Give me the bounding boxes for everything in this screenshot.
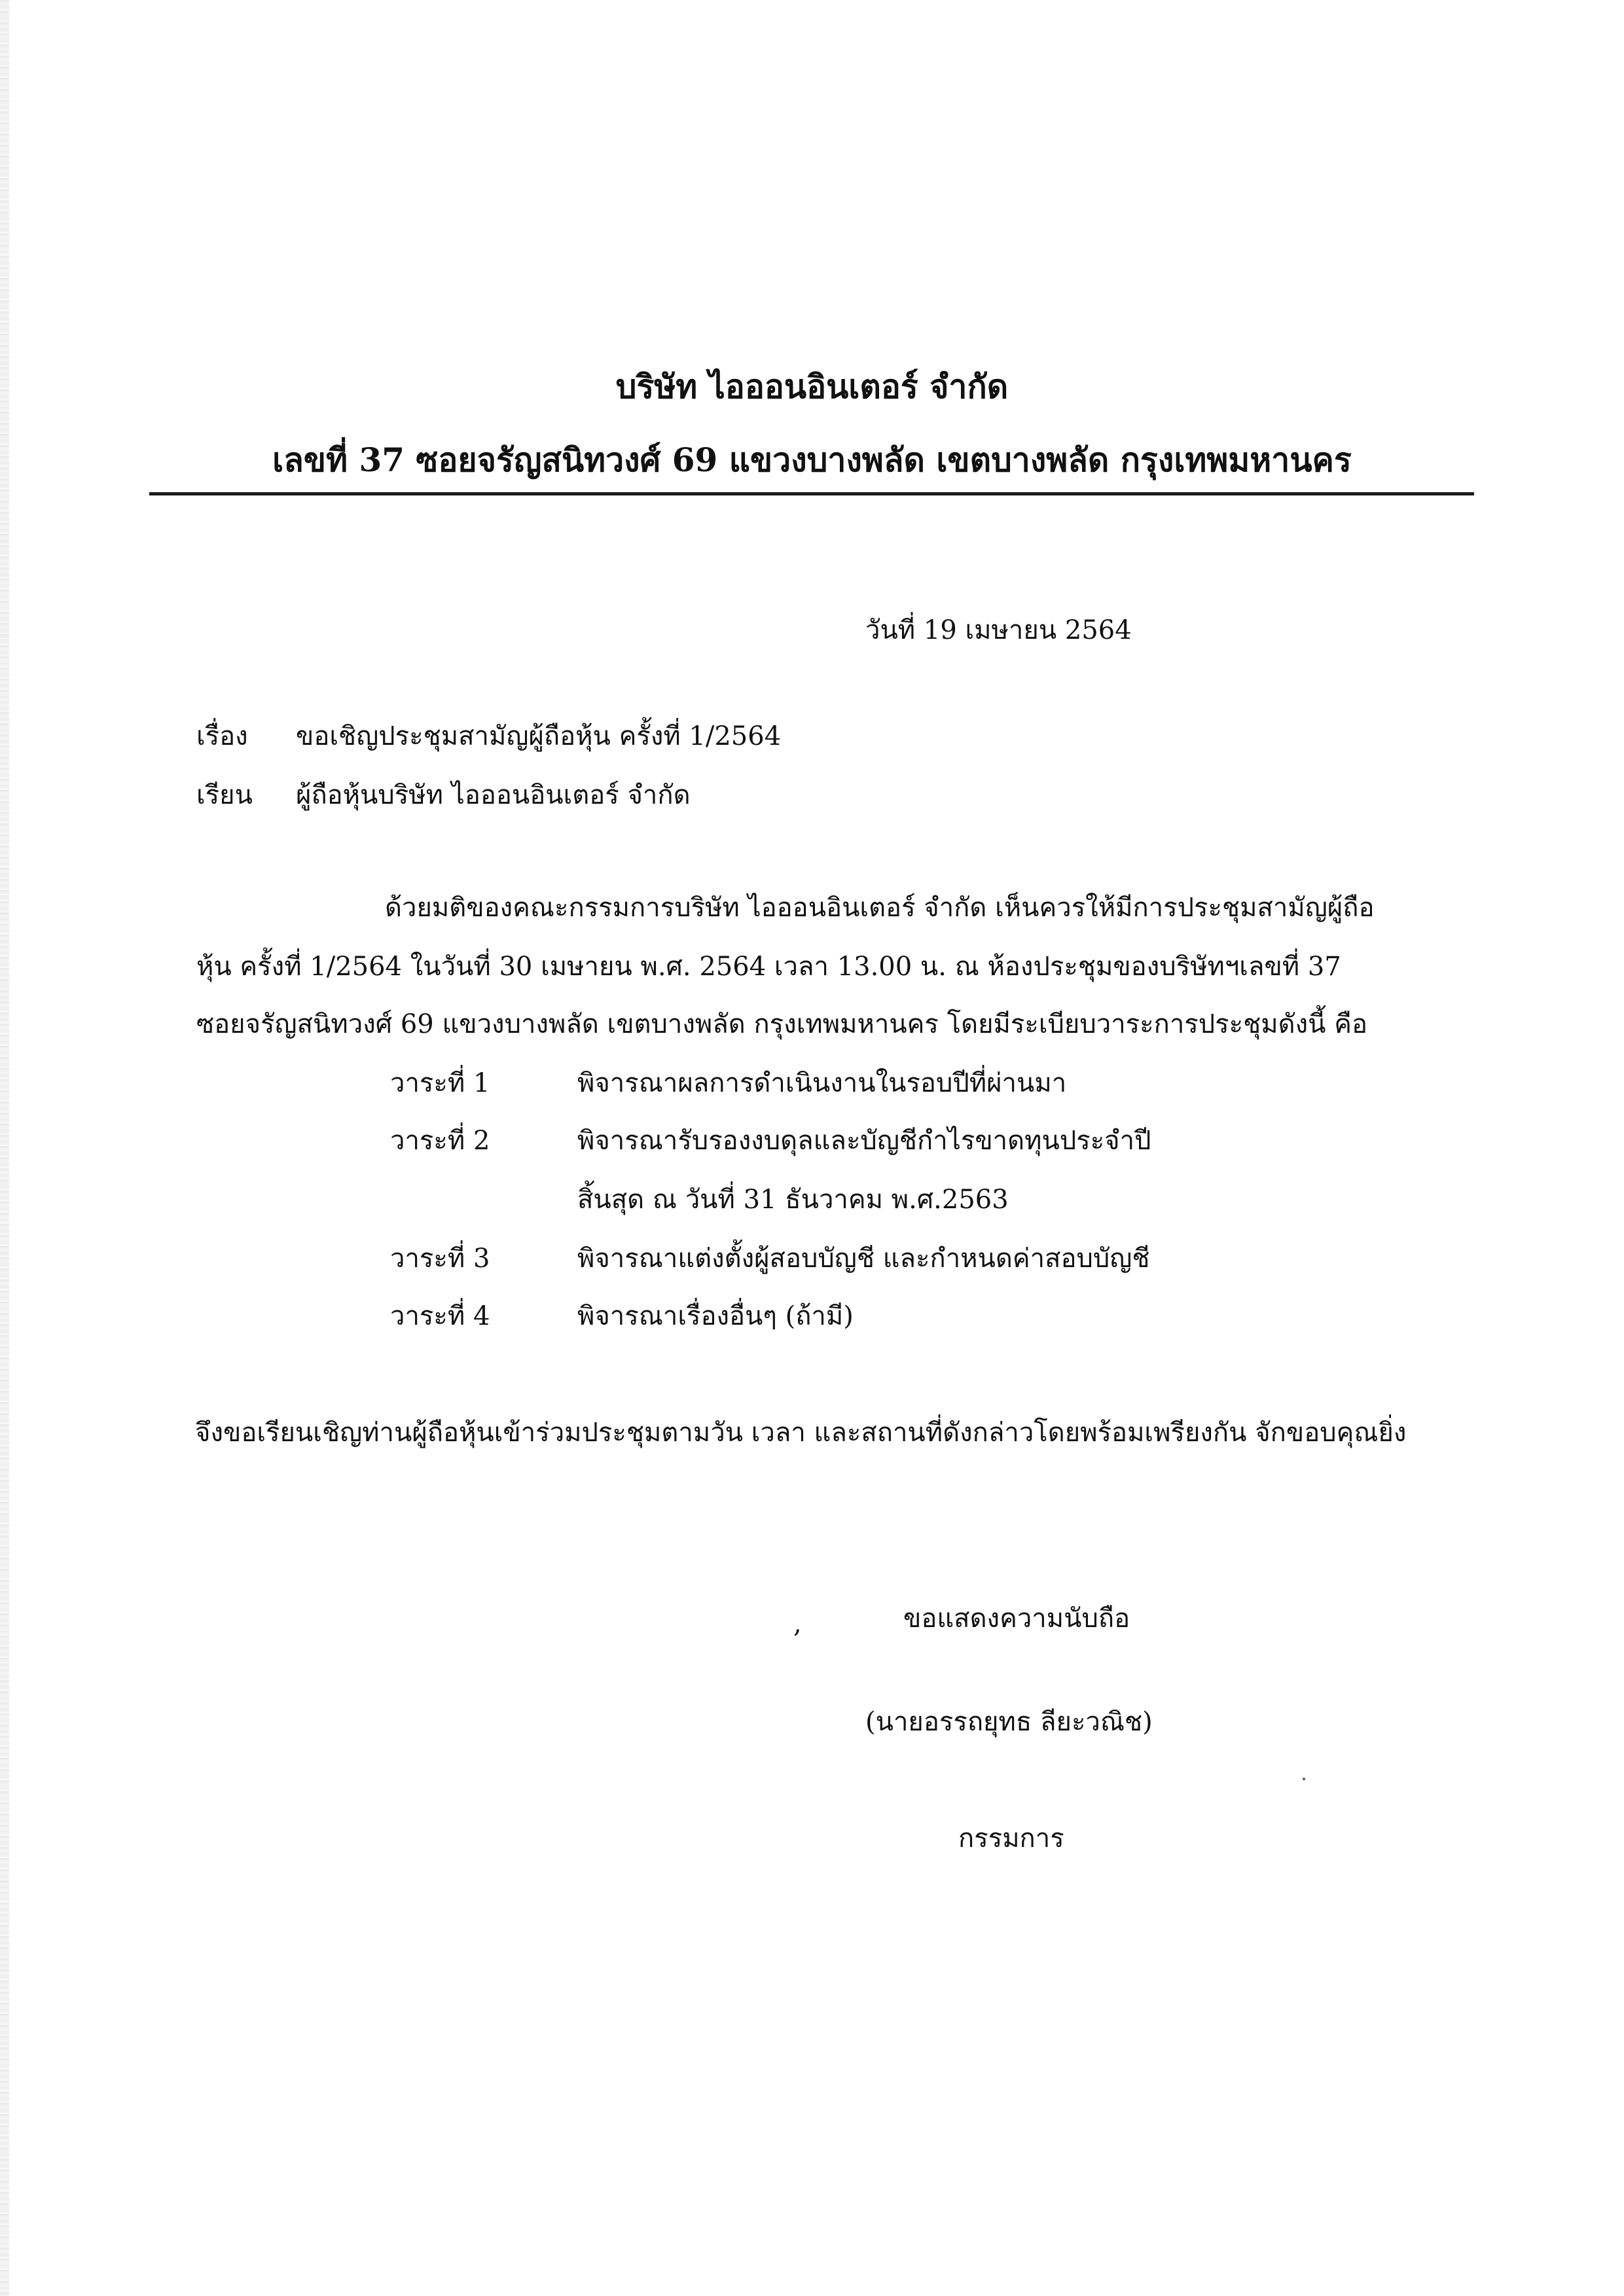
agenda-number: วาระที่ 2 <box>390 1126 490 1156</box>
closing-sentence: จึงขอเรียนเชิญท่านผู้ถือหุ้นเข้าร่วมประชุมตามวัน เวลา และสถานที่ดังกล่าวโดยพร้อมเพรียงกัน จักขอบคุณยิ่ง <box>195 1418 1407 1448</box>
scan-speck <box>1303 1778 1305 1780</box>
agenda-text: พิจารณาแต่งตั้งผู้สอบบัญชี และกำหนดค่าสอบบัญชี <box>577 1244 1150 1274</box>
company-address: เลขที่ 37 ซอยจรัญสนิทวงศ์ 69 แขวงบางพลัด เขตบางพลัด กรุงเทพมหานคร <box>272 440 1352 479</box>
agenda-number: วาระที่ 4 <box>390 1301 490 1331</box>
scan-edge <box>0 0 9 2296</box>
signature-regards: ขอแสดงความนับถือ <box>903 1604 1130 1634</box>
agenda-text: พิจารณารับรองงบดุลและบัญชีกำไรขาดทุนประจำปี <box>577 1126 1151 1156</box>
agenda-text: พิจารณาเรื่องอื่นๆ (ถ้ามี) <box>577 1301 854 1331</box>
body-line: ด้วยมติของคณะกรรมการบริษัท ไอออนอินเตอร์ จำกัด เห็นควรให้มีการประชุมสามัญผู้ถือ <box>385 893 1375 923</box>
subject-value: ขอเชิญประชุมสามัญผู้ถือหุ้น ครั้งที่ 1/2564 <box>296 721 782 751</box>
signatory-name: (นายอรรถยุทธ ลียะวณิช) <box>865 1707 1153 1737</box>
body-line: ซอยจรัญสนิทวงศ์ 69 แขวงบางพลัด เขตบางพลัด กรุงเทพมหานคร โดยมีระเบียบวาระการประชุมดังนี้ คือ <box>196 1009 1368 1039</box>
signatory-title: กรรมการ <box>958 1823 1064 1854</box>
recipient-value: ผู้ถือหุ้นบริษัท ไอออนอินเตอร์ จำกัด <box>296 780 691 810</box>
company-name: บริษัท ไอออนอินเตอร์ จำกัด <box>615 367 1009 406</box>
body-line: หุ้น ครั้งที่ 1/2564 ในวันที่ 30 เมษายน พ.ศ. 2564 เวลา 13.00 น. ณ ห้องประชุมของบริษัทฯเลขที่ 37 <box>196 952 1341 982</box>
letterhead-divider <box>149 492 1474 495</box>
subject-label: เรื่อง <box>196 721 248 751</box>
agenda-text: พิจารณาผลการดำเนินงานในรอบปีที่ผ่านมา <box>577 1068 1067 1098</box>
agenda-number: วาระที่ 3 <box>390 1244 490 1274</box>
signature-comma: , <box>793 1609 802 1639</box>
agenda-number: วาระที่ 1 <box>390 1068 490 1098</box>
letter-date: วันที่ 19 เมษายน 2564 <box>865 615 1132 645</box>
agenda-text-continued: สิ้นสุด ณ วันที่ 31 ธันวาคม พ.ศ.2563 <box>577 1185 1009 1215</box>
recipient-label: เรียน <box>196 780 253 810</box>
